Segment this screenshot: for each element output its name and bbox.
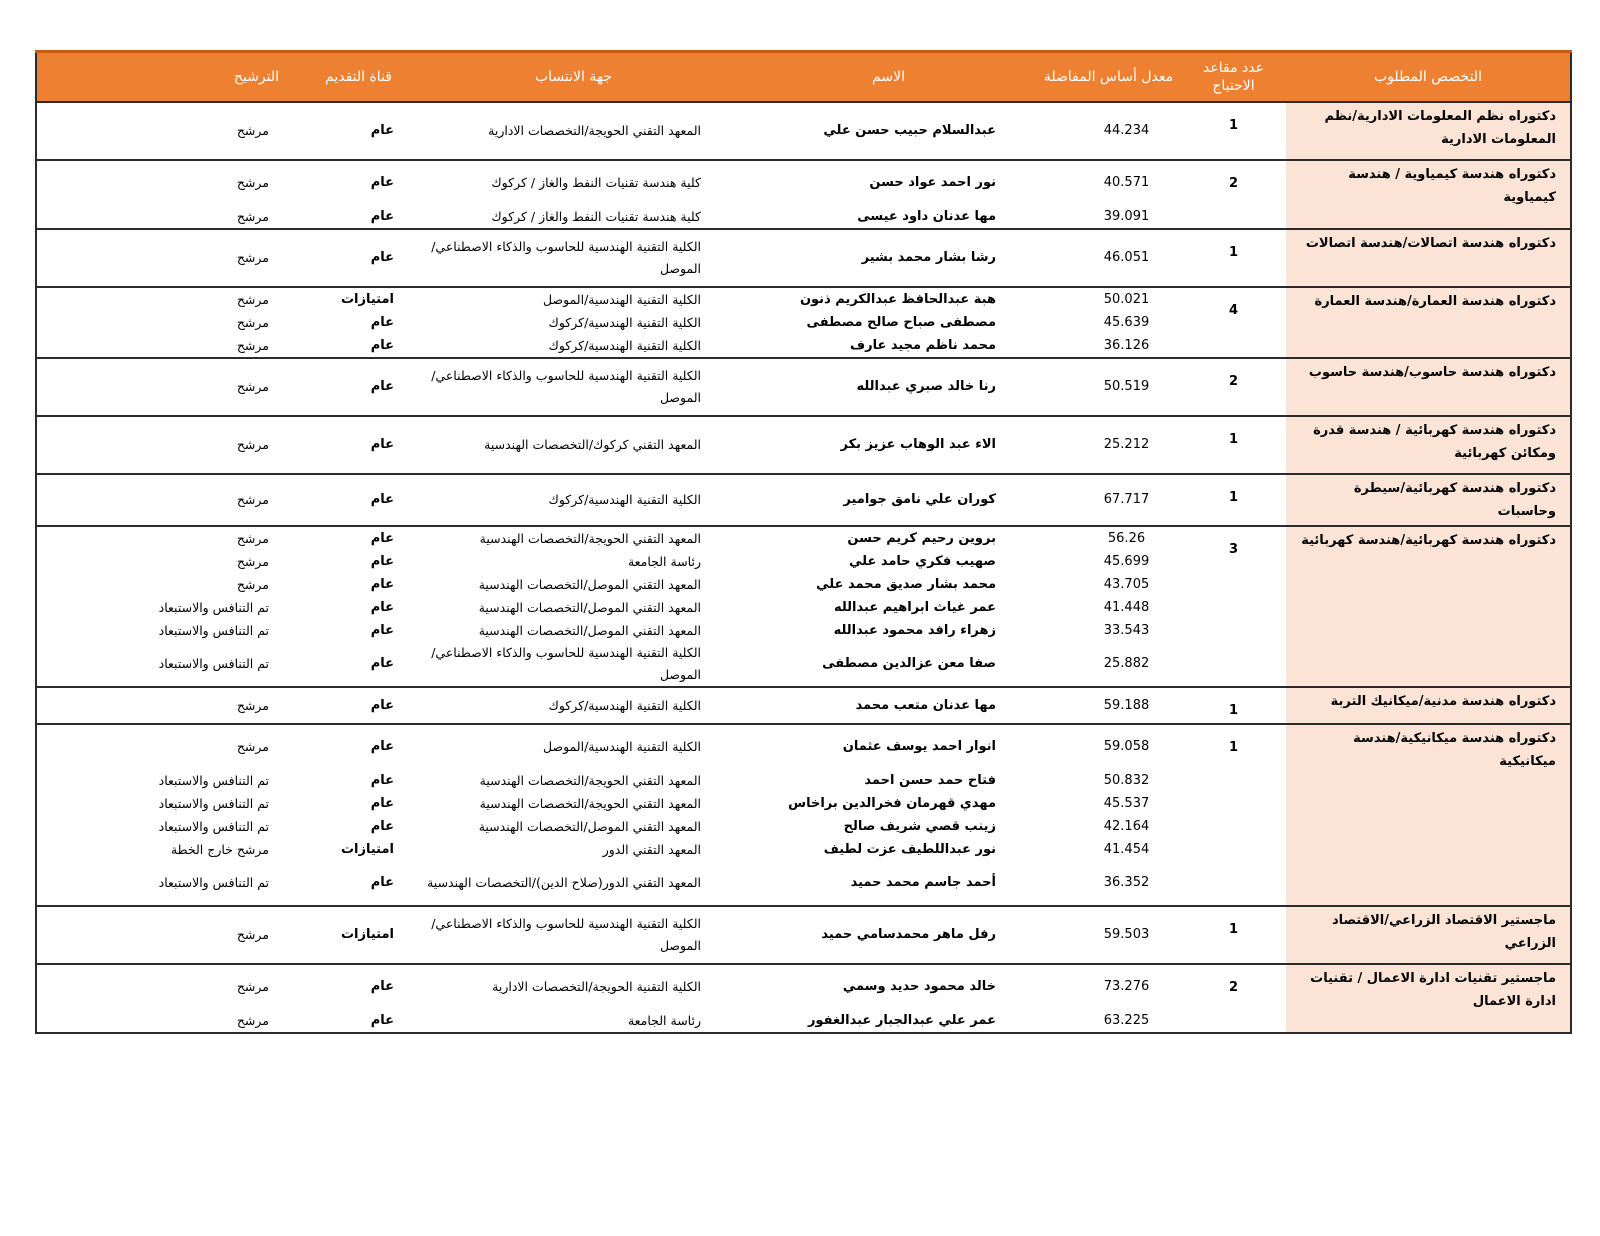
score-cell: 67.717 (1036, 474, 1181, 526)
seats-cell: 2 (1181, 964, 1286, 1033)
score-cell: 25.882 (1103, 656, 1150, 671)
name-cell: خالد محمود حديد وسمي (741, 964, 1036, 1009)
nomination-cell: مرشح (236, 314, 269, 330)
specialization-cell: ماجستير تقنيات ادارة الاعمال / تقنيات ادارة الاعمال (1286, 964, 1571, 1033)
affiliation-cell: الكلية التقنية الهندسية للحاسوب والذكاء الاصطناعي/الموصل (406, 229, 741, 287)
affiliation-cell: الكلية التقنية الحويجة/التخصصات الادارية (406, 964, 741, 1009)
affiliation-cell: رئاسة الجامعة (627, 553, 701, 569)
affiliation-cell: المعهد التقني الموصل/التخصصات الهندسية (478, 599, 701, 615)
score-cell: 41.448 (1103, 599, 1150, 615)
seats-cell: 1 (1181, 687, 1286, 724)
table-row (36, 474, 1571, 526)
nomination-cell: مرشح (36, 287, 311, 311)
channel-cell: عام (370, 622, 394, 638)
name-cell: نور احمد عواد حسن (741, 160, 1036, 205)
name-cell: زهراء رافد محمود عبدالله (833, 622, 996, 638)
name-cell: انوار احمد يوسف عثمان (741, 724, 1036, 769)
affiliation-cell: المعهد التقني الحويجة/التخصصات الهندسية (479, 772, 701, 788)
seats-cell: 4 (1181, 287, 1286, 358)
affiliation-cell: المعهد التقني الحويجة/التخصصات الهندسية (406, 526, 741, 550)
affiliation-cell: المعهد التقني الدور(صلاح الدين)/التخصصات الهندسية (427, 875, 701, 890)
name-cell: صهيب فكري حامد علي (848, 553, 996, 569)
name-cell: فتاح حمد حسن احمد (864, 772, 996, 788)
name-cell: مهدي قهرمان فخرالدين براخاس (788, 795, 996, 811)
score-cell: 36.126 (1103, 337, 1150, 353)
score-cell: 44.234 (1036, 102, 1181, 160)
nomination-cell: مرشح (36, 906, 311, 964)
seats-cell: 1 (1181, 724, 1286, 906)
header-affiliation: جهة الانتساب (406, 52, 741, 103)
score-cell: 73.276 (1036, 964, 1181, 1009)
nomination-cell: مرشح (236, 553, 269, 569)
name-cell: عبدالسلام حبيب حسن علي (741, 102, 1036, 160)
affiliation-cell: الكلية التقنية الهندسية/كركوك (406, 474, 741, 526)
affiliation-cell: الكلية التقنية الهندسية للحاسوب والذكاء الاصطناعي/الموصل (406, 358, 741, 416)
score-cell: 59.503 (1036, 906, 1181, 964)
name-cell: هبة عبدالحافظ عبدالكريم ذنون (741, 287, 1036, 311)
channel-cell: عام (311, 474, 406, 526)
channel-cell: عام (370, 772, 394, 788)
score-cell: 42.164 (1103, 818, 1150, 834)
name-cell: أحمد جاسم محمد حميد (850, 875, 996, 890)
seats-cell: 2 (1181, 160, 1286, 229)
name-cell: مها عدنان متعب محمد (741, 687, 1036, 724)
name-cell: رنا خالد صبري عبدالله (741, 358, 1036, 416)
channel-cell: عام (370, 656, 394, 671)
channel-cell: امتيازات (311, 287, 406, 311)
score-cell: 56.26 (1036, 526, 1181, 550)
seats-cell: 3 (1181, 526, 1286, 687)
specialization-cell: دكتوراه هندسة اتصالات/هندسة اتصالات (1286, 229, 1571, 287)
affiliation-cell: كلية هندسة تقنيات النفط والغاز / كركوك (491, 208, 701, 224)
channel-cell: عام (311, 160, 406, 205)
specialization-cell: ماجستير الاقتصاد الزراعي/الاقتصاد الزراعي (1286, 906, 1571, 964)
specialization-cell: دكتوراه هندسة كيمياوية / هندسة كيمياوية (1286, 160, 1571, 229)
table-row (36, 358, 1571, 416)
seats-cell: 2 (1181, 358, 1286, 416)
seats-cell: 1 (1181, 474, 1286, 526)
name-cell: رشا بشار محمد بشير (741, 229, 1036, 287)
channel-cell: عام (370, 208, 394, 224)
specialization-cell: دكتوراه هندسة كهربائية / هندسة قدرة ومكائن كهربائية (1286, 416, 1571, 474)
channel-cell: عام (370, 337, 394, 353)
seats-cell: 1 (1181, 102, 1286, 160)
name-cell: عمر غياث ابراهيم عبدالله (833, 599, 996, 615)
nomination-cell: مرشح (236, 337, 269, 353)
name-cell: كوران علي نامق جوامير (741, 474, 1036, 526)
name-cell: الاء عبد الوهاب عزيز بكر (741, 416, 1036, 474)
nomination-cell: مرشح (236, 208, 269, 224)
name-cell: بروين رحيم كريم حسن (741, 526, 1036, 550)
specialization-cell: دكتوراه هندسة مدنية/ميكانيك التربة (1286, 687, 1571, 724)
nomination-cell: مرشح (36, 416, 311, 474)
seats-cell: 1 (1181, 906, 1286, 964)
affiliation-cell: المعهد التقني الموصل/التخصصات الهندسية (478, 622, 701, 638)
channel-cell: عام (311, 526, 406, 550)
affiliation-cell: الكلية التقنية الهندسية/الموصل (406, 724, 741, 769)
affiliation-cell: المعهد التقني الدور (602, 841, 701, 857)
score-cell: 50.519 (1036, 358, 1181, 416)
table-row (36, 687, 1571, 724)
specialization-cell: دكتوراه هندسة العمارة/هندسة العمارة (1286, 287, 1571, 358)
nomination-cell: مرشح (36, 229, 311, 287)
header-score: معدل أساس المفاضلة (1036, 52, 1181, 103)
specialization-cell: دكتوراه هندسة كهربائية/هندسة كهربائية (1286, 526, 1571, 687)
affiliation-cell: الكلية التقنية الهندسية للحاسوب والذكاء الاصطناعي/الموصل (406, 906, 741, 964)
score-cell: 46.051 (1036, 229, 1181, 287)
affiliation-cell: الكلية التقنية الهندسية/الموصل (406, 287, 741, 311)
nomination-cell: مرشح (36, 526, 311, 550)
nomination-cell: مرشح خارج الخطة (170, 841, 269, 857)
nomination-cell: مرشح (236, 576, 269, 592)
channel-cell: عام (311, 724, 406, 769)
name-cell: صفا معن عزالدين مصطفى (822, 656, 996, 671)
channel-cell: امتيازات (311, 906, 406, 964)
nomination-cell: تم التنافس والاستبعاد (158, 772, 269, 788)
channel-cell: عام (370, 875, 394, 890)
name-cell: عمر علي عبدالجبار عبدالغفور (807, 1012, 996, 1028)
name-cell: محمد بشار صديق محمد علي (816, 576, 996, 592)
header-specialization: التخصص المطلوب (1286, 52, 1571, 103)
table-row (36, 964, 1571, 1009)
score-cell: 45.639 (1103, 314, 1150, 330)
table-row (36, 102, 1571, 160)
channel-cell: عام (311, 687, 406, 724)
nomination-cell: تم التنافس والاستبعاد (158, 656, 269, 671)
table-row (36, 906, 1571, 964)
nomination-cell: تم التنافس والاستبعاد (158, 622, 269, 638)
channel-cell: عام (370, 1012, 394, 1028)
score-cell: 59.188 (1036, 687, 1181, 724)
results-sheet (35, 50, 1570, 1034)
score-cell: 59.058 (1036, 724, 1181, 769)
nomination-cell: تم التنافس والاستبعاد (158, 875, 269, 890)
table-row (36, 416, 1571, 474)
seats-cell: 1 (1181, 416, 1286, 474)
score-cell: 25.212 (1036, 416, 1181, 474)
affiliation-cell: المعهد التقني كركوك/التخصصات الهندسية (406, 416, 741, 474)
score-cell: 39.091 (1103, 208, 1150, 224)
nomination-cell: مرشح (36, 964, 311, 1009)
specialization-cell: دكتوراه نظم المعلومات الادارية/نظم المعلومات الادارية (1286, 102, 1571, 160)
candidates-table (35, 50, 1572, 1034)
affiliation-cell: المعهد التقني الموصل/التخصصات الهندسية (478, 576, 701, 592)
name-cell: زينب قصي شريف صالح (843, 818, 996, 834)
score-cell: 33.543 (1103, 622, 1150, 638)
affiliation-cell: الكلية التقنية الهندسية/كركوك (406, 687, 741, 724)
channel-cell: عام (311, 416, 406, 474)
table-row (36, 526, 1571, 550)
seats-cell: 1 (1181, 229, 1286, 287)
channel-cell: عام (311, 102, 406, 160)
affiliation-cell: المعهد التقني الحويجة/التخصصات الهندسية (479, 795, 701, 811)
affiliation-cell: رئاسة الجامعة (627, 1012, 701, 1028)
table-row (36, 724, 1571, 769)
table-row (36, 160, 1571, 205)
score-cell: 50.021 (1036, 287, 1181, 311)
channel-cell: عام (370, 553, 394, 569)
score-cell: 36.352 (1103, 875, 1150, 890)
score-cell: 63.225 (1103, 1012, 1150, 1028)
affiliation-cell: كلية هندسة تقنيات النفط والغاز / كركوك (406, 160, 741, 205)
name-cell: نور عبداللطيف عزت لطيف (823, 841, 996, 857)
header-nomination: الترشيح (36, 52, 311, 103)
nomination-cell: تم التنافس والاستبعاد (158, 599, 269, 615)
channel-cell: عام (370, 818, 394, 834)
score-cell: 43.705 (1103, 576, 1150, 592)
nomination-cell: مرشح (36, 358, 311, 416)
nomination-cell: تم التنافس والاستبعاد (158, 795, 269, 811)
score-cell: 50.832 (1103, 772, 1150, 788)
nomination-cell: مرشح (36, 687, 311, 724)
name-cell: مصطفى صباح صالح مصطفى (806, 314, 996, 330)
affiliation-cell: الكلية التقنية الهندسية/كركوك (548, 337, 701, 353)
table-row (36, 229, 1571, 287)
channel-cell: عام (311, 964, 406, 1009)
specialization-cell: دكتوراه هندسة حاسوب/هندسة حاسوب (1286, 358, 1571, 416)
score-cell: 45.537 (1103, 795, 1150, 811)
specialization-cell: دكتوراه هندسة ميكانيكية/هندسة ميكانيكية (1286, 724, 1571, 906)
table-body (36, 102, 1571, 1033)
channel-cell: عام (311, 229, 406, 287)
channel-cell: امتيازات (340, 841, 394, 857)
channel-cell: عام (311, 358, 406, 416)
header-name: الاسم (741, 52, 1036, 103)
affiliation-cell: الكلية التقنية الهندسية/كركوك (548, 314, 701, 330)
name-cell: محمد ناظم مجيد عارف (849, 337, 996, 353)
nomination-cell: مرشح (36, 102, 311, 160)
channel-cell: عام (370, 599, 394, 615)
specialization-cell: دكتوراه هندسة كهربائية/سيطرة وحاسبات (1286, 474, 1571, 526)
nomination-cell: تم التنافس والاستبعاد (158, 818, 269, 834)
nomination-cell: مرشح (36, 474, 311, 526)
name-cell: مها عدنان داود عيسى (857, 208, 996, 224)
score-cell: 40.571 (1036, 160, 1181, 205)
score-cell: 41.454 (1103, 841, 1150, 857)
affiliation-cell: الكلية التقنية الهندسية للحاسوب والذكاء الاصطناعي/الموصل (431, 645, 701, 682)
nomination-cell: مرشح (36, 160, 311, 205)
channel-cell: عام (370, 314, 394, 330)
score-cell: 45.699 (1103, 553, 1150, 569)
affiliation-cell: المعهد التقني الحويجة/التخصصات الادارية (406, 102, 741, 160)
header-seats: عدد مقاعد الاحتياج (1181, 52, 1286, 103)
table-header (36, 52, 1571, 103)
name-cell: رفل ماهر محمدسامي حميد (741, 906, 1036, 964)
header-channel: قناة التقديم (311, 52, 406, 103)
channel-cell: عام (370, 576, 394, 592)
nomination-cell: مرشح (36, 724, 311, 769)
table-row (36, 287, 1571, 311)
affiliation-cell: المعهد التقني الموصل/التخصصات الهندسية (478, 818, 701, 834)
nomination-cell: مرشح (236, 1012, 269, 1028)
channel-cell: عام (370, 795, 394, 811)
